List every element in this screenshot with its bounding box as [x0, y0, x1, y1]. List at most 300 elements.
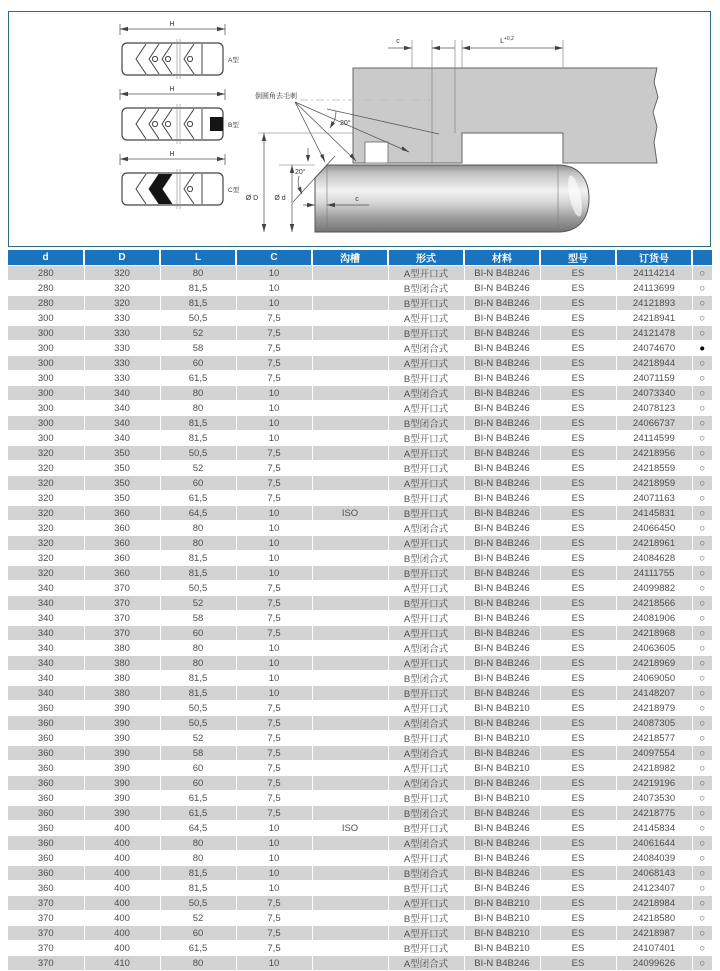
table-row: [8, 671, 712, 686]
cell-D: 380: [84, 686, 160, 701]
cell-C: 10: [236, 881, 312, 896]
table-row: [8, 656, 712, 671]
cell-L: 50,5: [160, 701, 236, 716]
cell-L: 80: [160, 641, 236, 656]
cell-material: BI-N B4B246: [464, 851, 540, 866]
cell-groove: [312, 611, 388, 626]
table-header-row: [8, 250, 712, 266]
cell-C: 7,5: [236, 476, 312, 491]
cell-model: ES: [540, 296, 616, 311]
cell-material: BI-N B4B246: [464, 821, 540, 836]
column-header-L: L: [160, 250, 236, 266]
cell-L: 80: [160, 956, 236, 971]
cell-groove: [312, 386, 388, 401]
cell-D: 350: [84, 491, 160, 506]
cell-form: B型开口式: [388, 506, 464, 521]
cell-material: BI-N B4B210: [464, 896, 540, 911]
status-circle: ○: [692, 581, 712, 596]
cell-form: A型开口式: [388, 896, 464, 911]
cell-groove: [312, 566, 388, 581]
cell-groove: [312, 491, 388, 506]
cell-d: 340: [8, 596, 84, 611]
cell-form: B型闭合式: [388, 671, 464, 686]
cell-groove: [312, 926, 388, 941]
cell-L: 80: [160, 836, 236, 851]
cell-D: 400: [84, 836, 160, 851]
table-row: [8, 506, 712, 521]
cell-d: 300: [8, 416, 84, 431]
cell-material: BI-N B4B246: [464, 476, 540, 491]
cell-L: 52: [160, 731, 236, 746]
cell-d: 370: [8, 926, 84, 941]
cell-groove: [312, 281, 388, 296]
cell-material: BI-N B4B246: [464, 716, 540, 731]
cell-material: BI-N B4B246: [464, 431, 540, 446]
cell-form: B型闭合式: [388, 806, 464, 821]
cell-material: BI-N B4B210: [464, 701, 540, 716]
table-row: [8, 581, 712, 596]
cell-order-no: 24219196: [616, 776, 692, 791]
cell-L: 80: [160, 851, 236, 866]
status-circle: ○: [692, 296, 712, 311]
cell-L: 50,5: [160, 446, 236, 461]
cell-d: 370: [8, 941, 84, 956]
cell-d: 320: [8, 491, 84, 506]
cell-material: BI-N B4B246: [464, 551, 540, 566]
cell-order-no: 24218580: [616, 911, 692, 926]
cell-groove: [312, 266, 388, 281]
cell-order-no: 24078123: [616, 401, 692, 416]
cell-model: ES: [540, 671, 616, 686]
cell-model: ES: [540, 881, 616, 896]
cell-order-no: 24066450: [616, 521, 692, 536]
status-circle: ○: [692, 746, 712, 761]
cell-L: 61,5: [160, 941, 236, 956]
status-circle: ○: [692, 941, 712, 956]
cell-model: ES: [540, 941, 616, 956]
status-circle: ○: [692, 881, 712, 896]
cell-D: 330: [84, 341, 160, 356]
cell-C: 10: [236, 851, 312, 866]
cell-groove: [312, 461, 388, 476]
cell-order-no: 24114599: [616, 431, 692, 446]
table-row: [8, 551, 712, 566]
cell-model: ES: [540, 686, 616, 701]
cell-d: 320: [8, 536, 84, 551]
table-row: [8, 491, 712, 506]
cell-L: 81,5: [160, 281, 236, 296]
cell-groove: [312, 356, 388, 371]
cell-L: 80: [160, 401, 236, 416]
cell-groove: [312, 296, 388, 311]
cell-D: 330: [84, 326, 160, 341]
cell-material: BI-N B4B210: [464, 791, 540, 806]
cell-form: A型闭合式: [388, 746, 464, 761]
table-row: [8, 611, 712, 626]
cell-C: 10: [236, 416, 312, 431]
cell-order-no: 24218979: [616, 701, 692, 716]
cell-L: 61,5: [160, 806, 236, 821]
cell-d: 320: [8, 446, 84, 461]
cell-d: 340: [8, 611, 84, 626]
cell-groove: [312, 896, 388, 911]
cell-D: 340: [84, 416, 160, 431]
cell-material: BI-N B4B210: [464, 926, 540, 941]
cell-form: A型闭合式: [388, 386, 464, 401]
status-circle: ○: [692, 536, 712, 551]
status-circle: ○: [692, 326, 712, 341]
cell-C: 7,5: [236, 491, 312, 506]
cell-form: A型开口式: [388, 536, 464, 551]
cell-order-no: 24107401: [616, 941, 692, 956]
cell-L: 60: [160, 761, 236, 776]
cell-d: 280: [8, 266, 84, 281]
cell-order-no: 24218961: [616, 536, 692, 551]
cell-D: 370: [84, 611, 160, 626]
cell-order-no: 24069050: [616, 671, 692, 686]
cell-material: BI-N B4B246: [464, 266, 540, 281]
cell-C: 7,5: [236, 791, 312, 806]
cell-form: B型开口式: [388, 911, 464, 926]
cell-groove: [312, 956, 388, 971]
cell-d: 370: [8, 956, 84, 971]
cell-C: 10: [236, 551, 312, 566]
cell-form: A型闭合式: [388, 716, 464, 731]
cell-C: 7,5: [236, 896, 312, 911]
table-row: [8, 866, 712, 881]
cell-D: 400: [84, 941, 160, 956]
cell-material: BI-N B4B246: [464, 296, 540, 311]
status-circle: ○: [692, 566, 712, 581]
cell-L: 80: [160, 536, 236, 551]
cell-D: 360: [84, 506, 160, 521]
cell-material: BI-N B4B246: [464, 461, 540, 476]
cell-order-no: 24145831: [616, 506, 692, 521]
dia-d-label: Ø d: [274, 195, 286, 202]
cell-form: B型闭合式: [388, 866, 464, 881]
cell-D: 350: [84, 446, 160, 461]
cell-groove: [312, 866, 388, 881]
cell-groove: [312, 581, 388, 596]
cell-material: BI-N B4B210: [464, 911, 540, 926]
cell-d: 340: [8, 581, 84, 596]
cell-groove: [312, 371, 388, 386]
table-row: [8, 596, 712, 611]
cell-material: BI-N B4B246: [464, 806, 540, 821]
cell-D: 370: [84, 596, 160, 611]
cell-order-no: 24218775: [616, 806, 692, 821]
cell-d: 360: [8, 776, 84, 791]
status-circle: ○: [692, 491, 712, 506]
cell-form: B型开口式: [388, 731, 464, 746]
cell-C: 10: [236, 266, 312, 281]
cell-model: ES: [540, 596, 616, 611]
cell-groove: [312, 431, 388, 446]
cell-L: 80: [160, 656, 236, 671]
cell-L: 60: [160, 356, 236, 371]
cell-d: 340: [8, 686, 84, 701]
table-row: [8, 791, 712, 806]
cell-D: 400: [84, 851, 160, 866]
c-top-dim-label: c: [396, 38, 400, 45]
cell-order-no: 24099882: [616, 581, 692, 596]
cell-material: BI-N B4B246: [464, 626, 540, 641]
cell-D: 340: [84, 401, 160, 416]
cell-d: 360: [8, 716, 84, 731]
cell-form: A型开口式: [388, 701, 464, 716]
cell-order-no: 24084628: [616, 551, 692, 566]
cell-model: ES: [540, 926, 616, 941]
cell-L: 81,5: [160, 671, 236, 686]
cell-d: 320: [8, 461, 84, 476]
cell-material: BI-N B4B246: [464, 386, 540, 401]
cell-order-no: 24111755: [616, 566, 692, 581]
cell-form: B型开口式: [388, 491, 464, 506]
cell-D: 390: [84, 806, 160, 821]
cell-groove: [312, 806, 388, 821]
cell-L: 52: [160, 326, 236, 341]
cell-material: BI-N B4B246: [464, 956, 540, 971]
cell-form: A型开口式: [388, 446, 464, 461]
cell-groove: [312, 746, 388, 761]
cell-d: 300: [8, 371, 84, 386]
cell-model: ES: [540, 446, 616, 461]
table-row: [8, 896, 712, 911]
cell-form: A型开口式: [388, 626, 464, 641]
status-circle: ○: [692, 851, 712, 866]
cell-D: 390: [84, 761, 160, 776]
cell-C: 7,5: [236, 371, 312, 386]
cell-D: 380: [84, 671, 160, 686]
cell-order-no: 24063605: [616, 641, 692, 656]
cell-form: A型开口式: [388, 356, 464, 371]
cell-model: ES: [540, 641, 616, 656]
table-row: [8, 266, 712, 281]
column-header-status: [692, 250, 712, 266]
status-circle: ○: [692, 521, 712, 536]
table-row: [8, 401, 712, 416]
cell-material: BI-N B4B246: [464, 371, 540, 386]
cell-order-no: 24074670: [616, 341, 692, 356]
cell-groove: [312, 671, 388, 686]
assembly-drawing: [246, 36, 658, 232]
cell-model: ES: [540, 701, 616, 716]
status-circle: ○: [692, 596, 712, 611]
status-circle: ○: [692, 281, 712, 296]
cell-model: ES: [540, 326, 616, 341]
cell-D: 390: [84, 701, 160, 716]
technical-drawing: [9, 12, 710, 246]
cell-D: 390: [84, 746, 160, 761]
cell-form: A型闭合式: [388, 776, 464, 791]
cell-model: ES: [540, 401, 616, 416]
cell-C: 10: [236, 866, 312, 881]
cell-material: BI-N B4B210: [464, 941, 540, 956]
cell-D: 350: [84, 461, 160, 476]
status-circle: ○: [692, 356, 712, 371]
cell-material: BI-N B4B246: [464, 836, 540, 851]
status-circle: ○: [692, 656, 712, 671]
table-row: [8, 341, 712, 356]
cell-form: A型闭合式: [388, 521, 464, 536]
status-circle: ○: [692, 926, 712, 941]
cell-form: B型开口式: [388, 296, 464, 311]
seal-section-b-figure: [120, 86, 239, 144]
cell-C: 7,5: [236, 911, 312, 926]
cell-order-no: 24218987: [616, 926, 692, 941]
cell-D: 340: [84, 431, 160, 446]
cell-form: B型闭合式: [388, 281, 464, 296]
table-row: [8, 926, 712, 941]
cell-D: 370: [84, 581, 160, 596]
cell-material: BI-N B4B246: [464, 491, 540, 506]
table-row: [8, 536, 712, 551]
cell-model: ES: [540, 791, 616, 806]
cell-order-no: 24218956: [616, 446, 692, 461]
cell-model: ES: [540, 536, 616, 551]
cell-order-no: 24145834: [616, 821, 692, 836]
cell-L: 58: [160, 341, 236, 356]
cell-model: ES: [540, 746, 616, 761]
cell-C: 10: [236, 281, 312, 296]
cell-order-no: 24073340: [616, 386, 692, 401]
cell-D: 330: [84, 371, 160, 386]
cell-groove: [312, 851, 388, 866]
table-row: [8, 566, 712, 581]
cell-material: BI-N B4B246: [464, 776, 540, 791]
cell-material: BI-N B4B246: [464, 506, 540, 521]
cell-model: ES: [540, 656, 616, 671]
cell-d: 370: [8, 911, 84, 926]
housing-cross-section: [353, 68, 658, 163]
table-row: [8, 776, 712, 791]
cell-order-no: 24061644: [616, 836, 692, 851]
table-row: [8, 851, 712, 866]
cell-form: B型开口式: [388, 461, 464, 476]
status-circle: ○: [692, 866, 712, 881]
cell-d: 300: [8, 401, 84, 416]
cell-order-no: 24218577: [616, 731, 692, 746]
table-row: [8, 701, 712, 716]
cell-D: 400: [84, 866, 160, 881]
column-header-order-no: 订货号: [616, 250, 692, 266]
status-circle: ○: [692, 761, 712, 776]
cell-D: 320: [84, 281, 160, 296]
h-dim-label: H: [169, 151, 175, 158]
status-circle: ●: [692, 341, 712, 356]
status-circle: ○: [692, 476, 712, 491]
cell-material: BI-N B4B246: [464, 866, 540, 881]
cell-L: 60: [160, 776, 236, 791]
cell-model: ES: [540, 341, 616, 356]
cell-model: ES: [540, 521, 616, 536]
status-circle: ○: [692, 431, 712, 446]
cell-groove: [312, 416, 388, 431]
cell-model: ES: [540, 806, 616, 821]
cell-order-no: 24148207: [616, 686, 692, 701]
cell-D: 390: [84, 716, 160, 731]
cell-order-no: 24121893: [616, 296, 692, 311]
cell-C: 7,5: [236, 731, 312, 746]
cell-model: ES: [540, 266, 616, 281]
status-circle: ○: [692, 671, 712, 686]
cell-groove: [312, 641, 388, 656]
cell-form: B型闭合式: [388, 551, 464, 566]
cell-form: A型开口式: [388, 761, 464, 776]
cell-groove: [312, 551, 388, 566]
cell-d: 360: [8, 866, 84, 881]
cell-L: 64,5: [160, 506, 236, 521]
status-circle: ○: [692, 461, 712, 476]
cell-d: 360: [8, 806, 84, 821]
cell-C: 10: [236, 401, 312, 416]
cell-d: 360: [8, 791, 84, 806]
cell-order-no: 24218969: [616, 656, 692, 671]
column-header-model: 型号: [540, 250, 616, 266]
cell-L: 80: [160, 386, 236, 401]
status-circle: ○: [692, 386, 712, 401]
cell-form: B型开口式: [388, 431, 464, 446]
cell-C: 7,5: [236, 776, 312, 791]
cell-material: BI-N B4B246: [464, 581, 540, 596]
cell-groove: [312, 446, 388, 461]
cell-model: ES: [540, 836, 616, 851]
cell-form: A型开口式: [388, 851, 464, 866]
cell-d: 340: [8, 656, 84, 671]
cell-L: 81,5: [160, 881, 236, 896]
cell-order-no: 24068143: [616, 866, 692, 881]
cell-D: 410: [84, 956, 160, 971]
cell-L: 61,5: [160, 371, 236, 386]
cell-model: ES: [540, 716, 616, 731]
status-circle: ○: [692, 701, 712, 716]
cell-order-no: 24087305: [616, 716, 692, 731]
table-row: [8, 356, 712, 371]
cell-model: ES: [540, 371, 616, 386]
table-row: [8, 296, 712, 311]
cell-C: 10: [236, 956, 312, 971]
cell-form: A型开口式: [388, 401, 464, 416]
cell-d: 300: [8, 431, 84, 446]
cell-model: ES: [540, 281, 616, 296]
cell-d: 300: [8, 386, 84, 401]
cell-order-no: 24218559: [616, 461, 692, 476]
status-circle: ○: [692, 416, 712, 431]
seal-section-a-figure: [120, 21, 239, 79]
cell-d: 360: [8, 731, 84, 746]
cell-form: B型闭合式: [388, 416, 464, 431]
table-row: [8, 626, 712, 641]
cell-D: 400: [84, 881, 160, 896]
cell-L: 81,5: [160, 866, 236, 881]
cell-model: ES: [540, 956, 616, 971]
cell-L: 81,5: [160, 296, 236, 311]
cell-C: 10: [236, 506, 312, 521]
cell-D: 380: [84, 656, 160, 671]
status-circle: ○: [692, 551, 712, 566]
cell-form: B型开口式: [388, 791, 464, 806]
table-row: [8, 686, 712, 701]
c-bottom-dim-label: c: [355, 196, 359, 203]
cell-model: ES: [540, 731, 616, 746]
cell-d: 280: [8, 296, 84, 311]
status-circle: ○: [692, 401, 712, 416]
cell-groove: [312, 341, 388, 356]
status-circle: ○: [692, 266, 712, 281]
cell-D: 350: [84, 476, 160, 491]
cell-groove: [312, 716, 388, 731]
cell-C: 7,5: [236, 626, 312, 641]
